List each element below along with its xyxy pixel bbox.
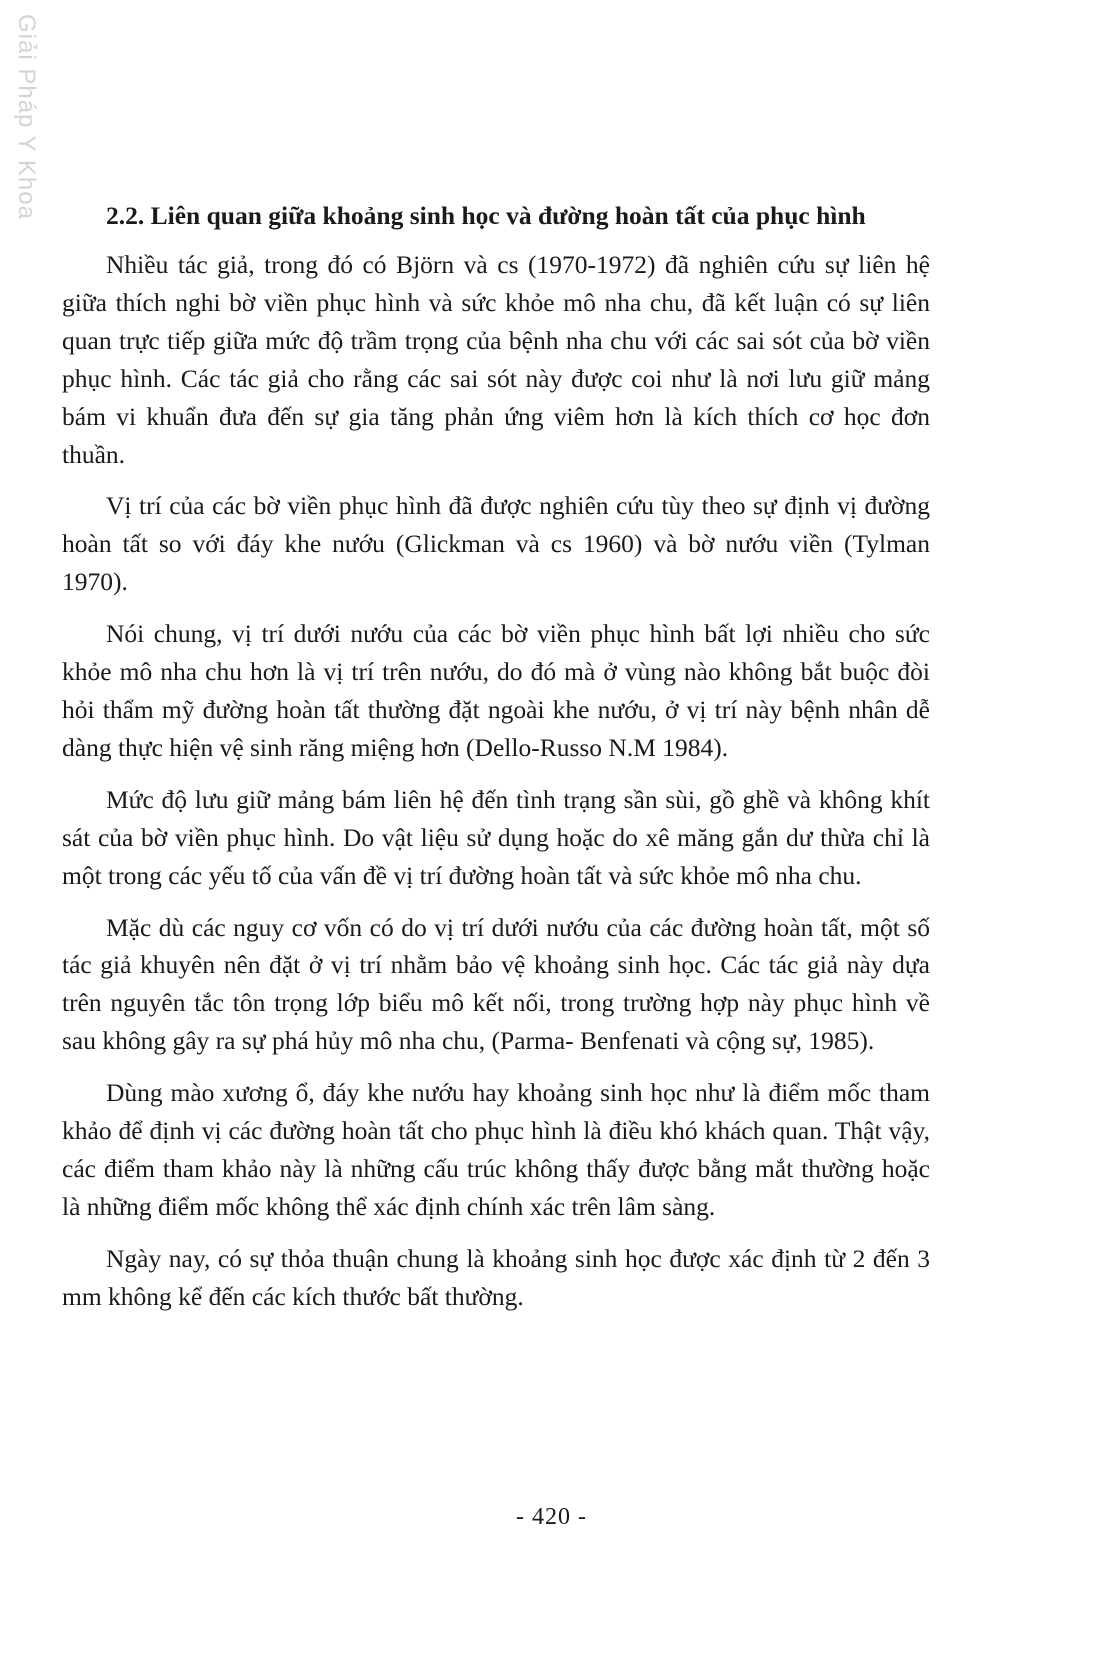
watermark-text: Giải Pháp Y Khoa xyxy=(13,14,40,220)
page-number: - 420 - xyxy=(516,1504,587,1530)
paragraph-2: Vị trí của các bờ viền phục hình đã được nghiên cứu tùy theo sự định vị đường hoàn tất so với đáy khe nướu (Glickman và cs 1960) và bờ nướu viền (Tylman 1970). xyxy=(62,491,930,597)
page-content xyxy=(62,196,930,1330)
paragraph-7: Ngày nay, có sự thỏa thuận chung là khoảng sinh học được xác định từ 2 đến 3 mm không kể đến các kích thước bất thường. xyxy=(62,1243,930,1311)
section-heading: 2.2. Liên quan giữa khoảng sinh học và đường hoàn tất của phục hình xyxy=(106,201,866,230)
paragraph-4: Mức độ lưu giữ mảng bám liên hệ đến tình trạng sần sùi, gồ ghề và không khít sát của bờ viền phục hình. Do vật liệu sử dụng hoặc do xê măng gắn dư thừa chỉ là một trong các yếu tố của vấn đề vị trí đường hoàn tất và sức khỏe mô nha chu. xyxy=(62,784,930,890)
paragraph-6: Dùng mào xương ổ, đáy khe nướu hay khoảng sinh học như là điểm mốc tham khảo để định vị các đường hoàn tất cho phục hình là điều khó khách quan. Thật vậy, các điểm tham khảo này là những cấu trúc không thấy được bằng mắt thường hoặc là những điểm mốc không thể xác định chính xác trên lâm sàng. xyxy=(62,1078,930,1221)
paragraph-3: Nói chung, vị trí dưới nướu của các bờ viền phục hình bất lợi nhiều cho sức khỏe mô nha chu hơn là vị trí trên nướu, do đó mà ở vùng nào không bắt buộc đòi hỏi thẩm mỹ đường hoàn tất thường đặt ngoài khe nướu, ở vị trí này bệnh nhân dễ dàng thực hiện vệ sinh răng miệng hơn (Dello-Russo N.M 1984). xyxy=(62,619,930,762)
paragraph-1: Nhiều tác giả, trong đó có Björn và cs (1970-1972) đã nghiên cứu sự liên hệ giữa thích nghi bờ viền phục hình và sức khỏe mô nha chu, đã kết luận có sự liên quan trực tiếp giữa mức độ trầm trọng của bệnh nha chu với các sai sót của bờ viền phục hình. Các tác giả cho rằng các sai sót này được coi như là nơi lưu giữ mảng bám vi khuẩn đưa đến sự gia tăng phản ứng viêm hơn là kích thích cơ học đơn thuần. xyxy=(62,250,930,469)
paragraph-5: Mặc dù các nguy cơ vốn có do vị trí dưới nướu của các đường hoàn tất, một số tác giả khuyên nên đặt ở vị trí nhằm bảo vệ khoảng sinh học. Các tác giả này dựa trên nguyên tắc tôn trọng lớp biểu mô kết nối, trong trường hợp này phục hình về sau không gây ra sự phá hủy mô nha chu, (Parma- Benfenati và cộng sự, 1985). xyxy=(62,912,930,1056)
